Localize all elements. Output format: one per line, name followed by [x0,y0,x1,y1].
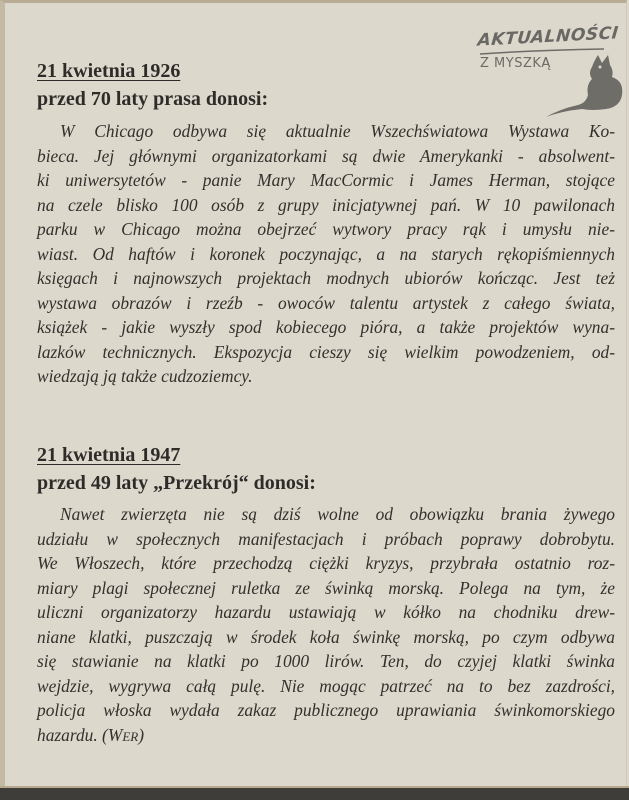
text-line: się stawianie na klatki po 1000 lirów. Ten, do czyjej klatki świnka [37,651,615,671]
signature-line [37,723,615,748]
text-fragment: ) [138,724,145,745]
text-line: ki uniwersytetów - panie Mary MacCormic i James Herman, stojące [37,170,615,190]
text-line: niane klatki, puszczają w środek koła świnkę morską, po czym odbywa [37,626,615,647]
logo-title: AKTUALNOŚCI [476,23,620,51]
text-line: W Chicago odbywa się aktualnie Wszechświatowa Wystawa Ko- [60,121,615,141]
mouse-icon [542,51,624,117]
article-subhead: przed 49 laty „Przekrój“ donosi: [37,472,316,494]
author-initials: ER [122,728,139,744]
text-line: książek - jakie wyszły spod kobiecego pióra, a także projektów wyna- [37,317,615,337]
column-logo [474,24,624,114]
article-body [37,119,615,389]
text-line: uliczni organizatorzy hazardu ustawiają w kółko na chodniku drew- [37,602,615,622]
article-date: 21 kwietnia 1926 [37,60,181,82]
text-line: We Włoszech, które przechodzą ciężki kryzys, przybrała ostatnio roz- [37,553,615,573]
logo-subtitle: Z MYSZKĄ [480,56,551,71]
article-subhead: przed 70 laty prasa donosi: [37,88,269,110]
page-bottom-edge [0,788,629,800]
text-line: na czele blisko 100 osób z grupy inicjatywnej pań. W 10 pawilonach [37,194,615,215]
text-line: parku w Chicago można obejrzeć wytwory pracy rąk i umysłu nie- [37,219,615,239]
text-line: wystawa obrazów i rzeźb - owoców talentu artystek z całego świata, [37,292,615,313]
text-line: bieca. Jej głównymi organizatorkami są dwie Amerykanki - absolwent- [37,145,615,166]
text-line: miary plagi społecznej ruletka ze świnką morską. Polega na tym, że [37,577,615,598]
text-fragment: hazardu. (W [37,724,123,745]
text-line: lazków technicznych. Ekspozycja cieszy się wielkim powodzeniem, od- [37,341,615,362]
text-line: wejdzie, wygrywa całą pulę. Nie mogąc patrzeć na to bez zazdrości, [37,675,615,696]
text-line: Nawet zwierzęta nie są dziś wolne od obowiązku brania żywego [60,504,615,524]
text-line: udziału w społecznych manifestacjach i próbach poprawy dobrobytu. [37,528,615,549]
article-date: 21 kwietnia 1947 [37,444,181,466]
article-body [37,502,615,747]
text-line: wiast. Od haftów i koronek poczynając, a na starych rękopiśmiennych [37,243,615,264]
text-line: wiedzają ją także cudzoziemcy. [37,366,253,386]
text-line: policja włoska wydała zakaz publicznego uprawiania świnkomorskiego [37,700,615,720]
text-line: księgach i najnowszych projektach modnych ubiorów kończąc. Jest też [37,268,615,288]
